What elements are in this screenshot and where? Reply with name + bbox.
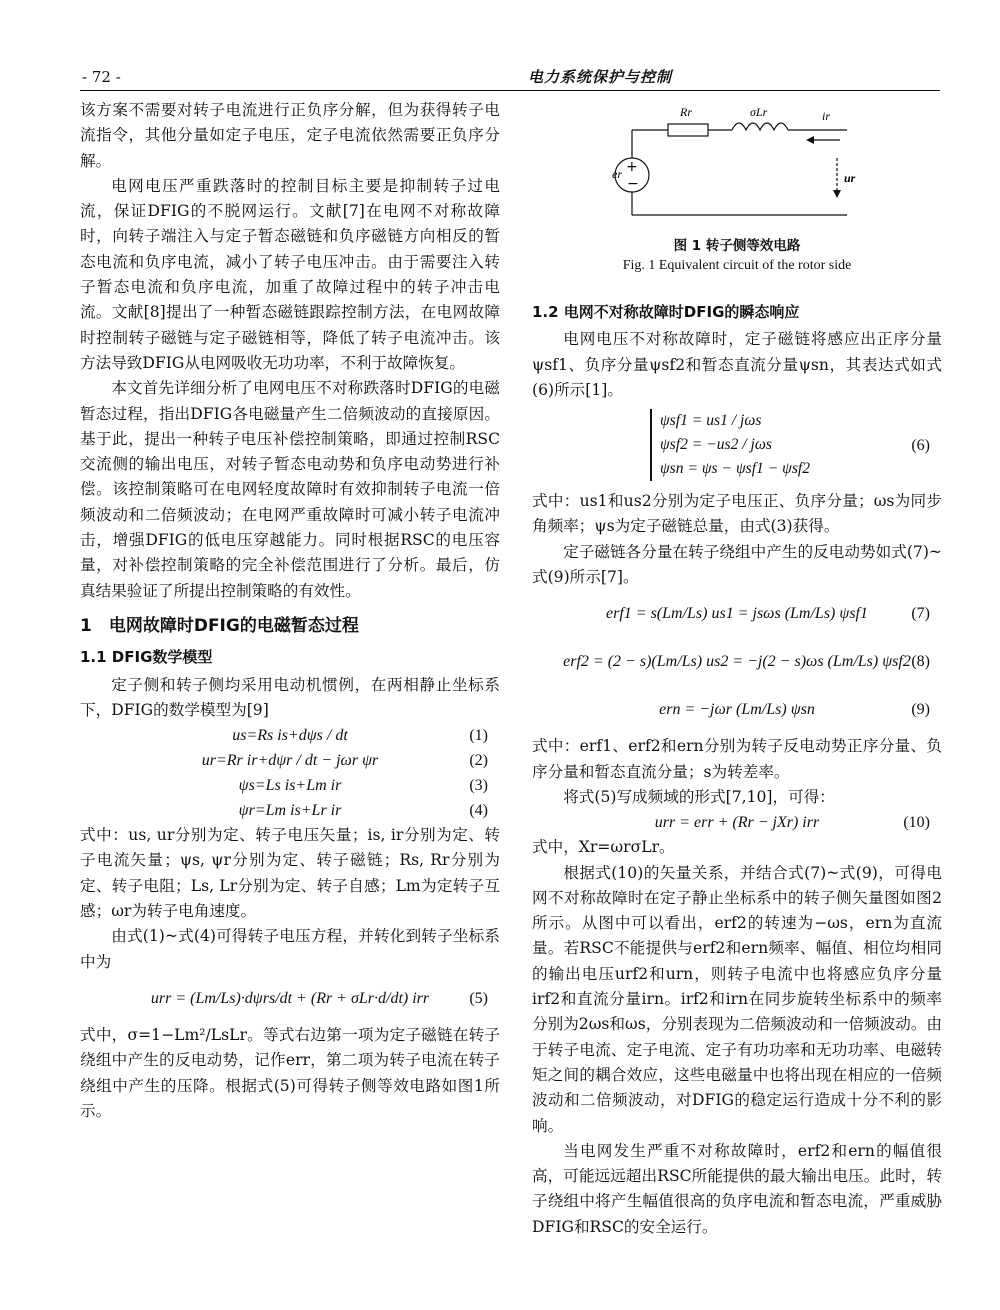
label-er: er [612, 167, 622, 181]
label-ur: ur [844, 171, 856, 185]
equation: urr = err + (Rr − jXr) irr (10) [654, 814, 930, 832]
equation: erf2 = (2 − s)(Lm/Ls) us2 = −j(2 − s)ωs (Lm/Ls) ψsf2 (8) [563, 653, 930, 671]
paragraph: 根据式(10)的矢量关系，并结合式(7)~式(9)，可得电网不对称故障时在定子静止坐标系中的转子侧矢量图如图2所示。从图中可以看出，erf2的转速为−ωs，ern为直流量。若RSC不能提供与erf2和ern频率、幅值、相位均相同的输出电压urf2和urn，则转子电流中也将感应负序分量irf2和直流分量irn。irf2和irn在同步旋转坐标系中的频率分别为2ωs和ωs，分别表现为二倍频波动和一倍频波动。由于转子电流、定子电流、定子有功功率和无功功率、电磁转矩之间的耦合效应，这些电磁量中也将出现在相应的一倍频波动和二倍频波动，对DFIG的稳定运行造成十分不利的影响。 [532, 863, 943, 1135]
equation: ψs=Ls is+Lm ir (3) [238, 777, 488, 795]
paragraph: 定子磁链各分量在转子绕组中产生的反电动势如式(7)~式(9)所示[7]。 [532, 542, 942, 587]
label-rr: Rr [680, 105, 692, 119]
svg-text:+: + [626, 159, 638, 175]
left-column [80, 98, 500, 1124]
svg-text:−: − [627, 176, 639, 192]
paragraph: 当电网发生严重不对称故障时，erf2和ern的幅值很高，可能远远超出RSC所能提供的最大输出电压。此时，转子绕组中将产生幅值很高的负序电流和暂态电流，严重威胁DFIG和RSC的安全运行。 [532, 1141, 942, 1236]
paragraph: 电网电压严重跌落时的控制目标主要是抑制转子过电流，保证DFIG的不脱网运行。文献[7]在电网不对称故障时，向转子端注入与定子暂态磁链和负序磁链方向相反的暂态电流和负序电流，减小了转子电压冲击。由于需要注入转子暂态电流和负序电流，加重了故障过程中的转子冲击电流。文献[8]提出了一种暂态磁链跟踪控制方法，在电网故障时控制转子磁链与定子磁链相等，降低了转子电流冲击。该方法导致DFIG从电网吸收无功功率，不利于故障恢复。 [80, 176, 500, 372]
figure-caption-en: Fig. 1 Equivalent circuit of the rotor side [622, 258, 852, 273]
paragraph: 定子侧和转子侧均采用电动机惯例，在两相静止坐标系下，DFIG的数学模型为[9] [80, 675, 500, 719]
rotor-equivalent-circuit-diagram [612, 100, 862, 225]
section-heading: 1 电网故障时DFIG的电磁暂态过程 [80, 615, 359, 636]
page-header [80, 60, 940, 91]
resistor-symbol [668, 124, 708, 136]
figure-caption-cn: 图 1 转子侧等效电路 [673, 238, 801, 254]
paragraph: 将式(5)写成频域的形式[7,10]，可得： [563, 787, 835, 806]
paragraph: 电网电压不对称故障时，定子磁链将感应出正序分量ψsf1、负序分量ψsf2和暂态直流分量ψsn，其表达式如式(6)所示[1]。 [532, 330, 942, 399]
journal-name: 电力系统保护与控制 [528, 68, 673, 86]
equation: us=Rs is+dψs / dt (1) [232, 727, 488, 745]
equation: ern = −jωr (Lm/Ls) ψsn (9) [659, 701, 930, 719]
paragraph: 本文首先详细分析了电网电压不对称跌落时DFIG的电磁暂态过程，指出DFIG各电磁量产生二倍频波动的直接原因。基于此，提出一种转子电压补偿控制策略，即通过控制RSC交流侧的输出电压，对转子暂态电动势和负序电动势进行补偿。该控制策略可在电网轻度故障时有效抑制转子电流一倍频波动和二倍频波动；在电网严重故障时可减小转子电流冲击，增强DFIG的低电压穿越能力。同时根据RSC的电压容量，对补偿控制策略的完全补偿范围进行了分析。最后，仿真结果验证了所提出控制策略的有效性。 [80, 379, 500, 600]
right-column [532, 296, 942, 1240]
page-number: - 72 - [82, 68, 121, 86]
paragraph: 式中，σ=1−Lm²/LsLr。等式右边第一项为定子磁链在转子绕组中产生的反电动势，记作err，第二项为转子电流在转子绕组中产生的压降。根据式(5)可得转子侧等效电路如图1所示。 [80, 1025, 500, 1120]
equation-group: ψsf1 = us1 / jωs ψsf2 = −us2 / jωs ψsn = ψs − ψsf1 − ψsf2 (6) [532, 407, 942, 485]
equation: urr = (Lm/Ls)·dψrs/dt + (Rr + σLr·d/dt) irr (5) [150, 989, 488, 1007]
equation: erf1 = s(Lm/Ls) us1 = jsωs (Lm/Ls) ψsf1 (7) [606, 605, 930, 623]
inductor-symbol [732, 123, 788, 130]
figure-1 [552, 100, 922, 290]
voltage-arrow [833, 190, 841, 198]
paragraph: 该方案不需要对转子电流进行正负序分解，但为获得转子电流指令，其他分量如定子电压，定子电流依然需要正负序分解。 [80, 101, 500, 170]
label-ir: ir [822, 109, 831, 123]
equation: ur=Rr ir+dψr / dt − jωr ψr (2) [201, 752, 488, 770]
subsection-heading: 1.2 电网不对称故障时DFIG的瞬态响应 [532, 303, 800, 321]
subsection-heading: 1.1 DFIG数学模型 [80, 648, 213, 667]
paragraph: 由式(1)~式(4)可得转子电压方程，并转化到转子坐标系中为 [80, 927, 500, 971]
current-arrow [806, 136, 814, 144]
paragraph: 式中：us1和us2分别为定子电压正、负序分量；ωs为同步角频率；ψs为定子磁链总量，由式(3)获得。 [532, 492, 942, 536]
label-sigma-lr: σLr [750, 105, 768, 119]
paragraph: 式中：erf1、erf2和ern分别为转子反电动势正序分量、负序分量和暂态直流分量；s为转差率。 [532, 737, 942, 781]
paragraph: 式中：us, ur分别为定、转子电压矢量；is, ir分别为定、转子电流矢量；ψs, ψr分别为定、转子磁链；Rs, Rr分别为定、转子电阻；Ls, Lr分别为定、转子自感；Lm为定转子互感；ωr为转子电角速度。 [80, 826, 500, 921]
equation: ψr=Lm is+Lr ir (4) [238, 802, 488, 820]
paragraph: 式中，Xr=ωrσLr。 [532, 838, 675, 857]
